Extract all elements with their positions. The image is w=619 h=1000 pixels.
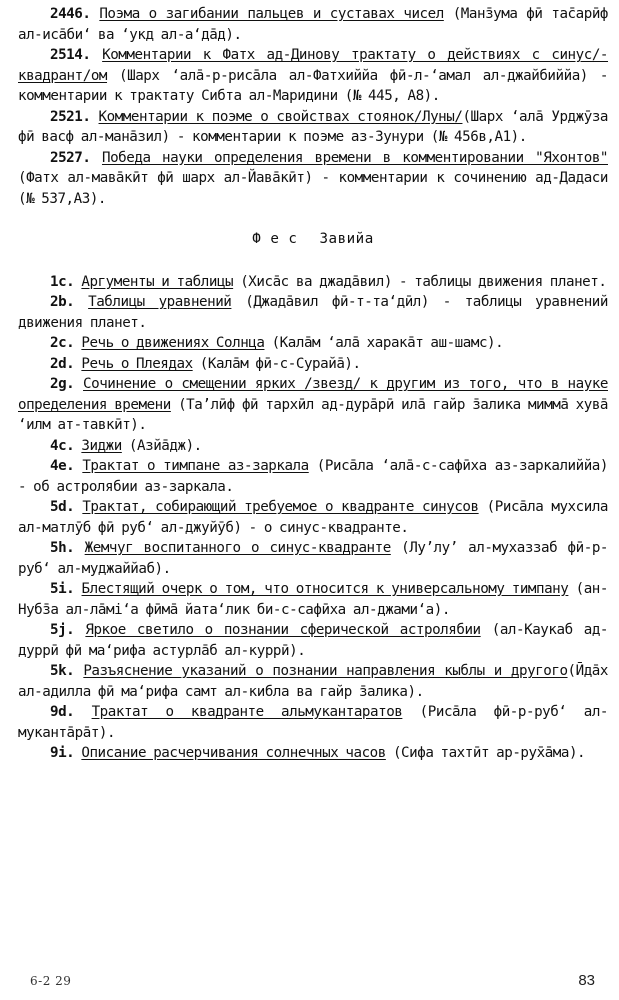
entry-description: (Фатх ал-мава̄кӣт фӣ шарх ал-Йава̄кӣт) - комментарии к сочинению ад-Дадаси (№ 537,А3). — [18, 170, 608, 207]
catalog-entry — [18, 374, 608, 436]
entry-number: 2521. — [50, 108, 91, 125]
entry-description: (ан-Нубз̄а ал-ла̄мi‘а фӣма̄ йата‘лик би-с-сафӣха ал-джами‘а). — [18, 581, 608, 618]
entry-title: Жемчуг воспитанного о синус-квадранте — [84, 540, 391, 556]
entry-number: 5j. — [50, 622, 75, 638]
entry-number: 5d. — [50, 499, 75, 515]
section-library: Завийа — [319, 231, 374, 247]
entry-title: Победа науки определения времени в комментировании "Яхонтов" — [101, 149, 608, 166]
section-heading — [18, 229, 608, 250]
entry-description: (Кала̄м фӣ-с-Сурайа̄). — [192, 355, 361, 372]
catalog-entry — [18, 579, 608, 620]
entry-description: (Ӣда̄х ал-адилла фӣ ма‘рифа самт ал-кибла ва гайр з̄алика). — [18, 663, 608, 700]
entry-description: (ал-Каукаб ад-дуррӣ фӣ ма‘рифа астурла̄б ал-куррӣ). — [18, 622, 609, 659]
entry-title: Трактат, собирающий требуемое о квадранте синусов — [82, 499, 479, 515]
entry-title: Трактат о квадранте альмукантаратов — [91, 704, 403, 720]
catalog-entry — [18, 456, 608, 497]
entry-title: Сочинение о смещении ярких /звезд/ к другим из того, что в науке определения времени — [18, 376, 608, 413]
entry-number: 2g. — [50, 376, 75, 392]
entry-title: Трактат о тимпане аз-заркала — [82, 458, 309, 474]
entry-title: Зиджи — [81, 437, 122, 454]
entry-number: 2d. — [50, 355, 75, 372]
entries-top-list — [18, 4, 608, 209]
print-code: 6-2 29 — [30, 974, 72, 988]
entry-title: Комментарии к поэме о свойствах стоянок/Луны/ — [98, 108, 463, 125]
entry-description: (Манз̄ума фӣ тас̄арӣф ал-иса̄би‘ ва ‘укд ал-а‘да̄д). — [18, 6, 608, 43]
entry-description: (Риса̄ла фӣ-р-руб‘ ал-муканта̄ра̄т). — [18, 704, 609, 741]
catalog-entry — [18, 743, 608, 764]
page-footer — [0, 972, 619, 994]
entry-number: 2с. — [50, 335, 75, 351]
entry-number: 1с. — [50, 273, 75, 290]
entry-title: Поэма о загибании пальцев и суставах чисел — [99, 6, 444, 22]
catalog-entry — [18, 661, 608, 702]
entry-description: (Хиса̄с ва джада̄вил) - таблицы движения планет. — [233, 273, 607, 290]
entry-description: (Азйа̄дж). — [121, 437, 202, 454]
entry-title: Разъяснение указаний о познании направления кыблы и другого — [83, 663, 568, 679]
catalog-entry — [18, 107, 608, 148]
catalog-entry — [18, 436, 608, 457]
entry-title: Таблицы уравнений — [88, 294, 232, 310]
entry-title: Речь о Плеядах — [81, 355, 193, 372]
catalog-entry — [18, 292, 608, 333]
entry-number: 9i. — [50, 745, 75, 761]
section-city: Ф е с — [252, 231, 298, 247]
catalog-entries — [18, 4, 608, 764]
entries-bottom-list — [18, 272, 608, 764]
catalog-entry — [18, 4, 608, 45]
entry-number: 2514. — [50, 47, 91, 63]
entry-title: Яркое светило о познании сферической астролябии — [85, 622, 481, 638]
catalog-entry — [18, 354, 608, 375]
catalog-entry — [18, 620, 608, 661]
entry-number: 5h. — [50, 540, 75, 556]
entry-number: 4с. — [50, 437, 75, 454]
catalog-entry — [18, 148, 608, 210]
catalog-entry — [18, 538, 608, 579]
entry-title: Комментарии к Фатх ад-Динову трактату о действиях с синус/-квадрант/ом — [18, 47, 609, 84]
entry-number: 9d. — [50, 704, 75, 720]
entry-number: 4е. — [50, 458, 75, 474]
entry-description: (Риса̄ла мухсила ал-матлӯб фӣ руб‘ ал-джуйӯб) - о синус-квадранте. — [18, 499, 609, 536]
entry-number: 2446. — [50, 6, 91, 22]
catalog-entry — [18, 702, 608, 743]
catalog-entry — [18, 497, 608, 538]
entry-number: 2527. — [50, 149, 91, 166]
entry-title: Блестящий очерк о том, что относится к универсальному тимпану — [81, 581, 569, 597]
entry-description: (Та’лӣф фӣ тархӣл ад-дура̄рӣ ила̄ гайр з̄алика мимма̄ хува̄ ‘илм ат-тавкӣт). — [18, 396, 608, 433]
entry-title: Описание расчерчивания солнечных часов — [81, 745, 386, 761]
entry-title: Речь о движениях Солнца — [81, 335, 265, 351]
catalog-entry — [18, 272, 608, 293]
catalog-entry — [18, 333, 608, 354]
entry-title: Аргументы и таблицы — [81, 273, 234, 290]
entry-description: (Кала̄м ‘ала̄ харака̄т аш-шамс). — [264, 335, 504, 351]
entry-description: (Риса̄ла ‘ала̄-с-сафӣха аз-заркалиййа) - об астролябии аз-заркала. — [18, 458, 608, 495]
catalog-entry — [18, 45, 608, 107]
entry-description: (Лу’лу’ ал-мухаззаб фӣ-р-руб‘ ал-муджаййаб). — [18, 540, 608, 577]
entry-description: (Сифа тахтӣт ар-рух̄а̄ма). — [385, 745, 586, 761]
entry-description: (Шарх ‘ала̄ Урджӯза фӣ васф ал-мана̄зил) - комментарии к поэме аз-Зунури (№ 456в,А1). — [18, 108, 609, 145]
page-number: 83 — [578, 972, 595, 989]
entry-description: (Джада̄вил фӣ-т-та‘дӣл) - таблицы уравнений движения планет. — [18, 294, 608, 331]
entry-number: 5i. — [50, 581, 75, 597]
entry-description: (Шарх ‘ала̄-р-риса̄ла ал-Фатхиййа фӣ-л-‘амал ал-джайбиййа) - комментарии к трактату Сибта ал-Маридини (№ 445, А8). — [18, 67, 608, 104]
entry-number: 5k. — [50, 663, 75, 679]
entry-number: 2b. — [50, 294, 75, 310]
